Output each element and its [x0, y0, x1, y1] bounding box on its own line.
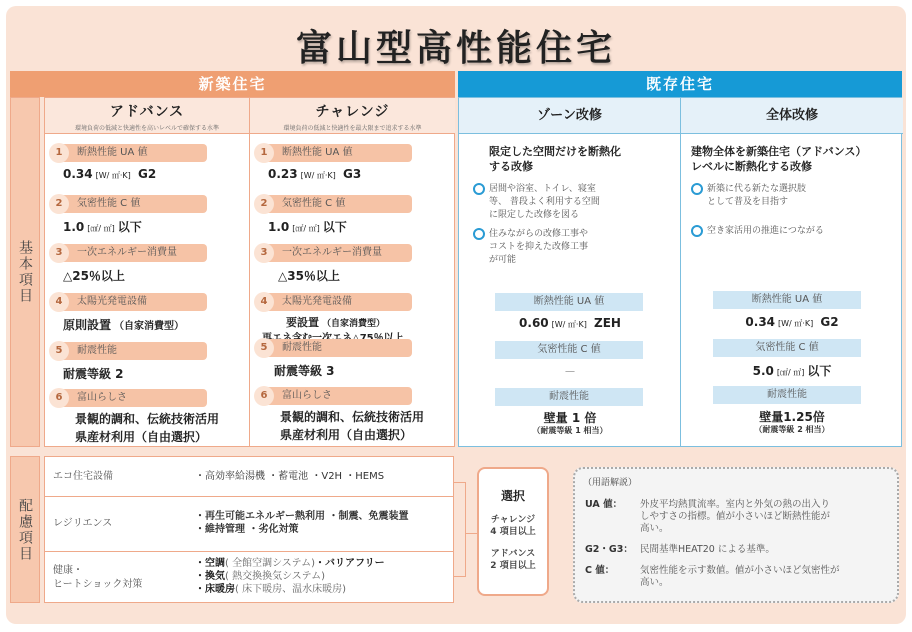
spec-label-pill: 気密性能 C 値	[495, 341, 643, 359]
selection-title: 選択	[500, 489, 525, 503]
circle-bullet-icon	[691, 183, 703, 195]
glossary-definition: 外皮平均熱貫流率。室内と外気の熱の出入り しやすさの指標。値が小さいほど断熱性能が 高い。	[640, 499, 831, 534]
spec-item	[51, 144, 246, 181]
spec-label-pill: 断熱性能 UA 値	[713, 291, 861, 309]
spec-note: （耐震等級 2 相当）	[754, 425, 830, 434]
glossary-definition: 民間基準HEAT20 による基準。	[640, 544, 775, 555]
spec-item	[256, 387, 451, 443]
spec-value: －	[563, 365, 576, 379]
spec-value-2: 県産材利用（自由選択）	[75, 430, 208, 444]
whole-renovation-heading: 建物全体を新築住宅（アドバンス） レベルに断熱化する改修	[691, 145, 867, 173]
circle-bullet-icon	[691, 225, 703, 237]
number-badge: 1	[254, 143, 274, 163]
spec-value: 1.0 [㎠/ ㎡] 以下	[268, 220, 347, 234]
consideration-table	[44, 456, 454, 603]
spec-value: 耐震等級 3	[274, 364, 335, 378]
number-badge: 5	[49, 341, 69, 361]
whole-renovation-header: 全体改修	[681, 98, 903, 134]
advance-column	[45, 98, 250, 446]
spec-label-pill: 断熱性能 UA 値	[495, 293, 643, 311]
advance-header	[45, 98, 249, 134]
spec-value: △35％以上	[278, 269, 340, 283]
spec-value: 景観的調和、伝統技術活用	[75, 412, 220, 426]
spec-label-pill: 1 断熱性能 UA 値	[262, 144, 412, 162]
selection-box	[477, 467, 549, 596]
glossary-term: UA 値：	[585, 499, 623, 510]
spec-value: 景観的調和、伝統技術活用	[280, 410, 425, 424]
spec-label-pill: 3 一次エネルギー消費量	[57, 244, 207, 262]
whole-renovation-column	[681, 98, 903, 446]
spec-value: 5.0 [㎠/ ㎡] 以下	[752, 364, 832, 378]
spec-value: 0.60 [W/ ㎡·K] ZEH	[519, 316, 621, 330]
bullet-item: 新築に代る新たな選択肢 として普及を目指す	[691, 183, 903, 209]
consideration-items-label: 配慮項目	[10, 456, 40, 603]
page-title: 富山型高性能住宅	[295, 28, 616, 69]
consideration-row	[45, 497, 453, 552]
spec-label-pill: 1 断熱性能 UA 値	[57, 144, 207, 162]
spec-item	[256, 293, 451, 344]
spec-label-pill: 6 富山らしさ	[262, 387, 412, 405]
challenge-header	[250, 98, 455, 134]
glossary-term: G2・G3：	[585, 544, 633, 555]
glossary-definition: 気密性能を示す数値。値が小さいほど気密性が 高い。	[640, 565, 840, 588]
advance-title: アドバンス	[109, 104, 185, 120]
number-badge: 2	[49, 194, 69, 214]
spec-label-pill: 4 太陽光発電設備	[57, 293, 207, 311]
basic-items-label: 基本項目	[10, 97, 40, 447]
spec-value: 1.0 [㎠/ ㎡] 以下	[63, 220, 142, 234]
spec-value: 壁量 1 倍	[543, 411, 597, 425]
spec-value: 原則設置 （自家消費型）	[63, 318, 185, 332]
circle-bullet-icon	[473, 183, 485, 195]
challenge-title: チャレンジ	[315, 104, 390, 120]
spec-value: △25％以上	[63, 269, 125, 283]
spec-label-pill: 3 一次エネルギー消費量	[262, 244, 412, 262]
zone-renovation-column	[459, 98, 681, 446]
row-label: レジリエンス	[53, 518, 113, 529]
bullet-item: 居間や浴室、トイレ、寝室 等、 普段よく利用する空間 に限定した改修を図る	[473, 183, 680, 222]
number-badge: 6	[254, 386, 274, 406]
spec-label-pill: 5 耐震性能	[57, 342, 207, 360]
row-description: ・再生可能エネルギー熱利用 ・制震、免震装置 ・維持管理 ・劣化対策	[195, 511, 409, 535]
connector-bracket	[454, 482, 466, 577]
connector-line	[466, 533, 477, 534]
spec-note: （耐震等級 1 相当）	[532, 426, 608, 435]
consideration-row	[45, 457, 453, 497]
existing-housing-table	[458, 97, 902, 447]
number-badge: 6	[49, 388, 69, 408]
spec-value: 要設置 （自家消費型）	[286, 316, 386, 329]
consideration-row	[45, 552, 453, 603]
spec-item	[51, 244, 246, 284]
spec-label-pill: 耐震性能	[713, 386, 861, 404]
spec-value: 耐震等級 2	[63, 367, 124, 381]
number-badge: 1	[49, 143, 69, 163]
spec-label-pill: 6 富山らしさ	[57, 389, 207, 407]
spec-item	[51, 342, 246, 382]
spec-item	[256, 195, 451, 235]
glossary-heading: （用語解説）	[583, 478, 638, 488]
bullet-item: 住みながらの改修工事や コストを抑えた改修工事 が可能	[473, 228, 680, 267]
challenge-column	[250, 98, 455, 446]
spec-item	[256, 339, 451, 379]
row-description: ・空調( 全館空調システム)・バリアフリー ・換気( 熱交換換気システム) ・床暖房( 床下暖房、温水床暖房)	[195, 558, 385, 595]
bullet-item: 空き家活用の推進につながる	[691, 225, 903, 238]
spec-label-pill: 4 太陽光発電設備	[262, 293, 412, 311]
number-badge: 3	[49, 243, 69, 263]
glossary-box	[573, 467, 899, 603]
existing-housing-banner: 既存住宅	[458, 71, 902, 97]
row-label: エコ住宅設備	[53, 471, 113, 482]
number-badge: 4	[49, 292, 69, 312]
spec-item	[51, 389, 246, 445]
spec-value: 壁量1.25倍	[759, 410, 825, 424]
spec-label-pill: 気密性能 C 値	[713, 339, 861, 357]
circle-bullet-icon	[473, 228, 485, 240]
selection-rule-advance: アドバンス 2 項目以上	[490, 549, 536, 571]
new-housing-table	[44, 97, 455, 447]
spec-value: 0.34 [W/ ㎡·K] G2	[745, 315, 839, 329]
spec-label-pill: 耐震性能	[495, 388, 643, 406]
spec-value: 0.23 [W/ ㎡·K] G3	[268, 167, 362, 181]
number-badge: 4	[254, 292, 274, 312]
spec-label-pill: 5 耐震性能	[262, 339, 412, 357]
spec-item	[51, 195, 246, 235]
spec-label-pill: 2 気密性能 C 値	[57, 195, 207, 213]
row-label: 健康・ ヒートショック対策	[53, 565, 143, 590]
number-badge: 2	[254, 194, 274, 214]
zone-renovation-heading: 限定した空間だけを断熱化 する改修	[489, 145, 621, 173]
spec-value-2: 県産材利用（自由選択）	[280, 428, 413, 442]
advance-subtitle: 環境負荷の低減と快適性を高いレベルで確保する水準	[74, 125, 219, 132]
selection-rule-challenge: チャレンジ 4 項目以上	[490, 515, 536, 537]
row-description: ・高効率給湯機 ・蓄電池 ・V2H ・HEMS	[195, 471, 385, 482]
spec-label-pill: 2 気密性能 C 値	[262, 195, 412, 213]
spec-item	[256, 244, 451, 284]
number-badge: 5	[254, 338, 274, 358]
spec-value: 0.34 [W/ ㎡·K] G2	[63, 167, 157, 181]
spec-item	[256, 144, 451, 181]
new-housing-banner: 新築住宅	[10, 71, 455, 97]
zone-renovation-header: ゾーン改修	[459, 98, 680, 134]
spec-item	[51, 293, 246, 333]
challenge-subtitle: 環境負荷の低減と快適性を最大限まで追求する水準	[283, 125, 422, 132]
glossary-term: C 値：	[585, 565, 615, 576]
number-badge: 3	[254, 243, 274, 263]
